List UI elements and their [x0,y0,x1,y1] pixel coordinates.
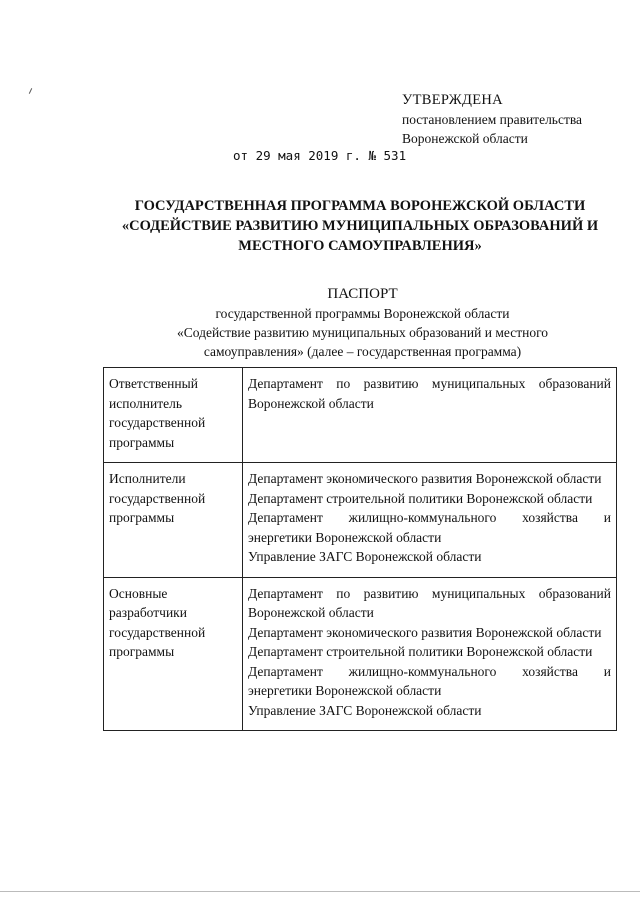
page-bottom-edge [0,891,640,892]
program-title [100,196,620,256]
approval-line-1: постановлением правительства [402,112,583,127]
row-item: Департамент экономического развития Воронежской области [248,624,602,640]
passport-line-3: самоуправления» (далее – государственная программа) [203,344,522,359]
scan-mark [29,88,32,94]
approval-line-2: Воронежской области [402,131,528,146]
table-row [104,463,617,578]
row-item: Департамент по развитию муниципальных образований Воронежской области [248,376,611,411]
passport-heading-block [120,284,605,361]
program-title-line-3: МЕСТНОГО САМОУПРАВЛЕНИЯ» [238,238,482,254]
program-title-line-1: ГОСУДАРСТВЕННАЯ ПРОГРАММА ВОРОНЕЖСКОЙ ОБЛАСТИ [134,198,586,214]
row-content [243,577,617,731]
row-item: Департамент строительной политики Воронежской области [248,644,593,659]
table-row [104,368,617,463]
row-item: Департамент по развитию муниципальных образований Воронежской области [248,585,611,620]
row-item: Управление ЗАГС Воронежской области [248,702,482,718]
row-label: Основные разработчики государственной программы [104,577,243,731]
table-row [104,577,617,731]
row-label: Исполнители государственной программы [104,463,243,578]
row-item: Департамент жилищно-коммунального хозяйства и энергетики Воронежской области [248,510,611,545]
row-item: Департамент строительной политики Воронежской области [248,490,593,506]
passport-line-1: государственной программы Воронежской области [215,306,510,321]
decree-date: от 29 мая 2019 г. № 531 [233,148,407,163]
passport-heading: ПАСПОРТ [327,286,398,302]
row-content [243,463,617,578]
row-item: Департамент жилищно-коммунального хозяйства и энергетики Воронежской области [248,663,611,698]
passport-table [103,367,617,731]
program-title-line-2: «СОДЕЙСТВИЕ РАЗВИТИЮ МУНИЦИПАЛЬНЫХ ОБРАЗОВАНИЙ И [121,218,599,234]
row-item: Департамент экономического развития Воронежской области [248,471,602,486]
approval-stamp [402,90,638,148]
row-content [243,368,617,463]
passport-line-2: «Содействие развитию муниципальных образований и местного [176,325,549,340]
approval-title: УТВЕРЖДЕНА [402,92,503,108]
row-label: Ответственный исполнитель государственной программы [104,368,243,463]
row-item: Управление ЗАГС Воронежской области [248,549,482,564]
